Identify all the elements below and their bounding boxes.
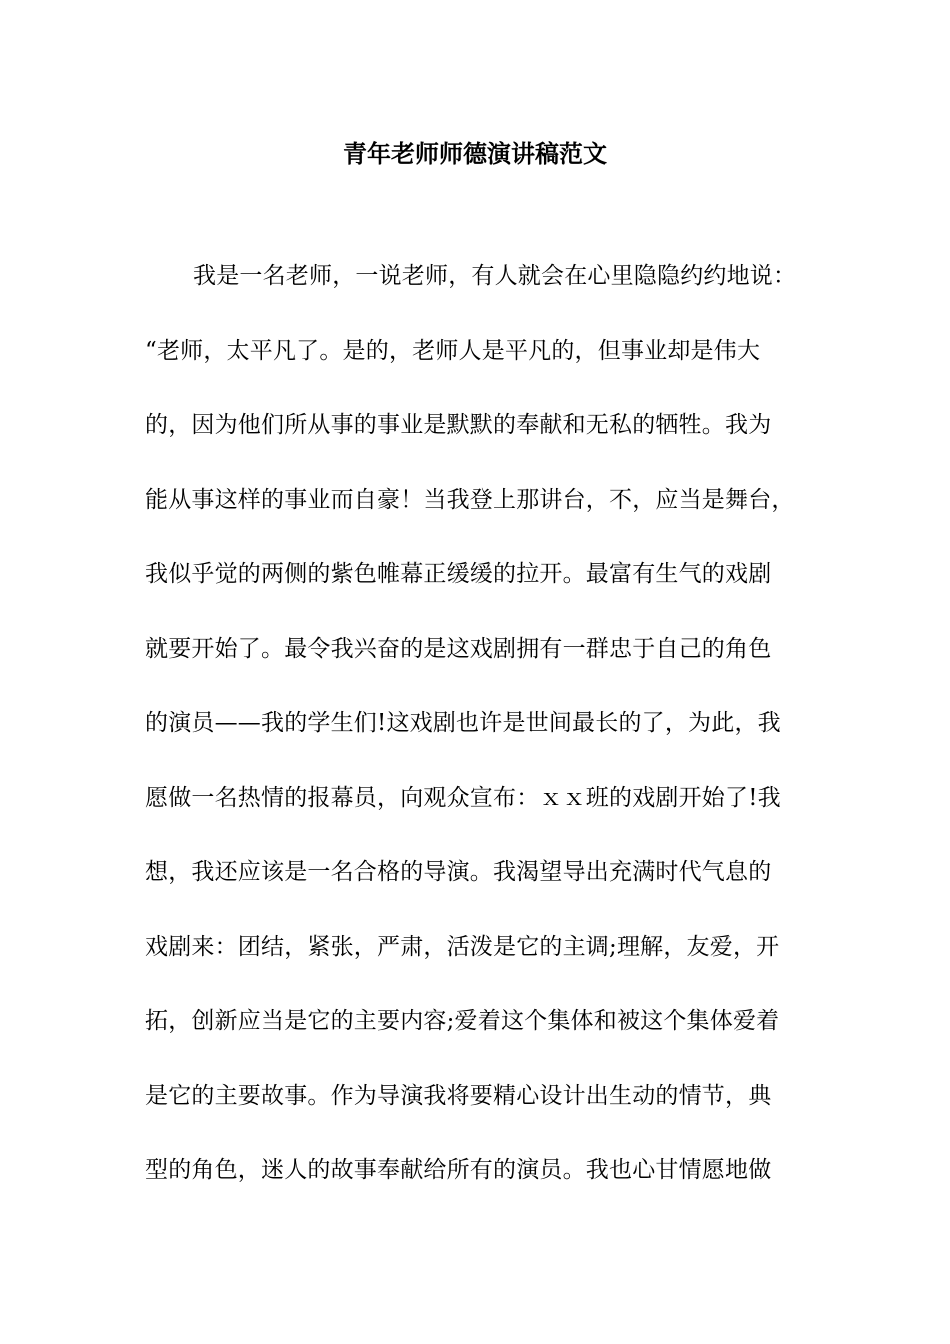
paragraph-line: 想，我还应该是一名合格的导演。我渴望导出充满时代气息的 xyxy=(145,859,772,885)
paragraph-line: 戏剧来：团结，紧张，严肃，活泼是它的主调;理解，友爱，开 xyxy=(145,933,780,960)
paragraph-line: “老师，太平凡了。是的，老师人是平凡的，但事业却是伟大 xyxy=(145,337,761,364)
paragraph-line: 的演员——我的学生们!这戏剧也许是世间最长的了，为此，我 xyxy=(145,710,781,736)
paragraph-line: 型的角色，迷人的故事奉献给所有的演员。我也心甘情愿地做 xyxy=(145,1157,772,1183)
paragraph-line: 的，因为他们所从事的事业是默默的奉献和无私的牺牲。我为 xyxy=(145,412,772,438)
document-body xyxy=(145,256,825,1225)
paragraph-line: 能从事这样的事业而自豪！当我登上那讲台，不，应当是舞台， xyxy=(145,486,795,513)
paragraph-line: 愿做一名热情的报幕员，向观众宣布：ｘｘ班的戏剧开始了!我 xyxy=(145,784,781,811)
paragraph-line: 就要开始了。最令我兴奋的是这戏剧拥有一群忠于自己的角色 xyxy=(145,635,772,662)
document-title: 青年老师师德演讲稿范文 xyxy=(343,139,607,168)
paragraph-line: 我似乎觉的两侧的紫色帷幕正缓缓的拉开。最富有生气的戏剧 xyxy=(145,561,772,587)
paragraph-line: 我是一名老师，一说老师，有人就会在心里隐隐约约地说： xyxy=(193,263,797,289)
paragraph-line: 是它的主要故事。作为导演我将要精心设计出生动的情节，典 xyxy=(145,1082,772,1109)
paragraph-line: 拓，创新应当是它的主要内容;爱着这个集体和被这个集体爱着 xyxy=(145,1008,780,1034)
